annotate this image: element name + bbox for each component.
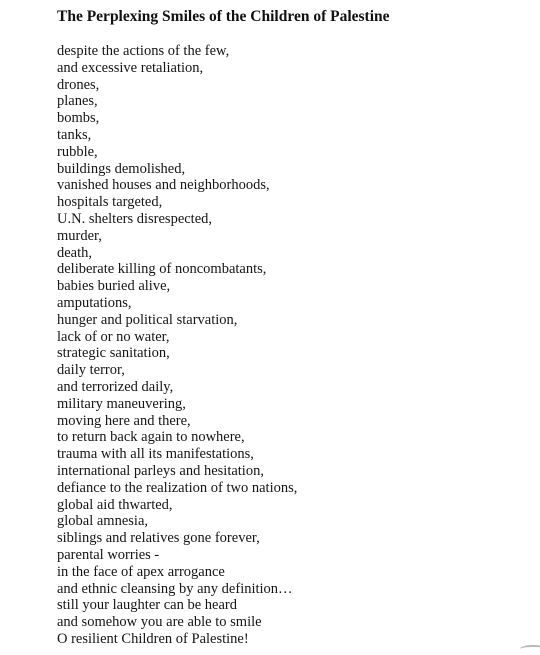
- poem-line: vanished houses and neighborhoods,: [57, 177, 270, 194]
- poem-line: babies buried alive,: [57, 278, 171, 295]
- poem-line: parental worries -: [57, 546, 160, 563]
- poem-line: global amnesia,: [57, 513, 149, 530]
- poem-line: bombs,: [57, 110, 100, 127]
- poem-line: military maneuvering,: [57, 395, 186, 412]
- poem-title: The Perplexing Smiles of the Children of Palestine: [57, 8, 390, 25]
- poem-line: strategic sanitation,: [57, 345, 170, 362]
- poem-line: and ethnic cleansing by any definition…: [57, 580, 293, 597]
- poem-line: death,: [57, 244, 93, 261]
- poem-body: [57, 43, 297, 648]
- poem-line: daily terror,: [57, 362, 125, 379]
- page-edge-mark: [520, 645, 540, 653]
- poem-line: buildings demolished,: [57, 160, 186, 177]
- poem-line: defiance to the realization of two nations,: [57, 479, 298, 496]
- poem-line: in the face of apex arrogance: [57, 563, 225, 580]
- poem-line: to return back again to nowhere,: [57, 429, 245, 446]
- poem-line: drones,: [57, 76, 100, 93]
- poem-line: still your laughter can be heard: [57, 597, 237, 614]
- poem-line: amputations,: [57, 294, 132, 311]
- poem-line: international parleys and hesitation,: [57, 462, 264, 479]
- poem-line: hunger and political starvation,: [57, 311, 238, 328]
- poem-line: deliberate killing of noncombatants,: [57, 261, 267, 278]
- poem-line: hospitals targeted,: [57, 194, 163, 211]
- poem-line: and terrorized daily,: [57, 378, 174, 395]
- poem-line: rubble,: [57, 143, 98, 160]
- poem-line: tanks,: [57, 126, 92, 143]
- poem-line: lack of or no water,: [57, 328, 170, 345]
- poem-line: siblings and relatives gone forever,: [57, 530, 260, 547]
- poem-line: trauma with all its manifestations,: [57, 446, 254, 463]
- poem-line: U.N. shelters disrespected,: [57, 210, 213, 227]
- poem-line: despite the actions of the few,: [57, 43, 230, 59]
- poem-line: global aid thwarted,: [57, 496, 173, 513]
- poem-line: and excessive retaliation,: [57, 59, 204, 76]
- poem-line: planes,: [57, 93, 98, 110]
- poem-line: and somehow you are able to smile: [57, 614, 262, 631]
- poem-line: moving here and there,: [57, 412, 191, 429]
- poem-line: murder,: [57, 227, 102, 244]
- poem-line: O resilient Children of Palestine!: [57, 630, 249, 647]
